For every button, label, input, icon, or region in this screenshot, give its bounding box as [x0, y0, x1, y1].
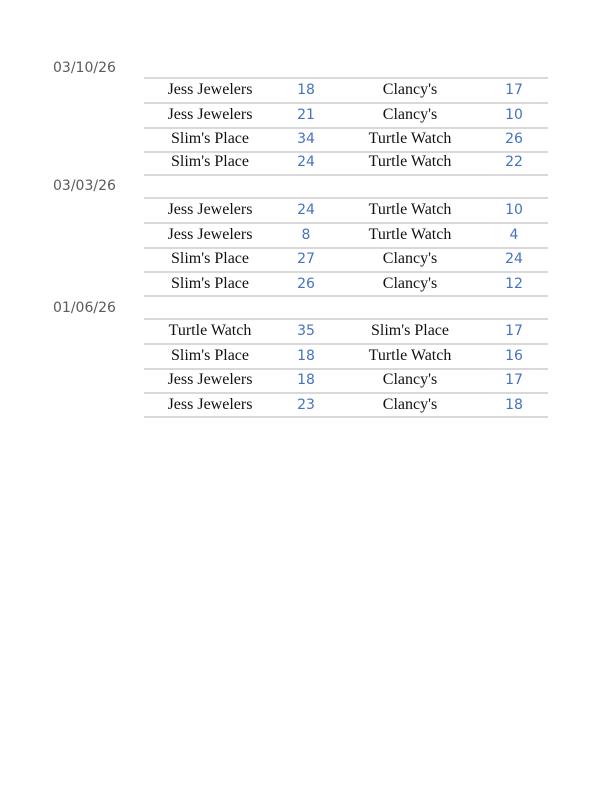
- home-team: Jess Jewelers: [167, 106, 253, 123]
- home-team: Slim's Place: [171, 153, 249, 170]
- game-row: [144, 393, 548, 417]
- away-team: Turtle Watch: [368, 201, 452, 218]
- home-score: 21: [297, 107, 315, 123]
- home-team: Jess Jewelers: [167, 81, 253, 98]
- home-team: Jess Jewelers: [167, 371, 253, 388]
- game-row: [144, 127, 548, 151]
- home-score: 18: [297, 348, 315, 364]
- game-row: [144, 368, 548, 392]
- home-team: Jess Jewelers: [167, 396, 253, 413]
- game-row: [144, 198, 548, 222]
- home-score: 35: [297, 323, 315, 339]
- game-row: [144, 103, 548, 127]
- away-team: Turtle Watch: [368, 130, 452, 147]
- away-team: Clancy's: [382, 371, 438, 388]
- home-team: Turtle Watch: [168, 322, 252, 339]
- away-score: 12: [505, 276, 523, 292]
- away-score: 24: [505, 251, 523, 267]
- away-team: Clancy's: [382, 106, 438, 123]
- game-row: [144, 319, 548, 343]
- away-score: 17: [505, 323, 523, 339]
- week-date: 03/03/26: [53, 178, 116, 194]
- home-team: Slim's Place: [171, 250, 249, 267]
- away-score: 10: [505, 107, 523, 123]
- away-score: 22: [505, 154, 523, 170]
- home-team: Slim's Place: [171, 347, 249, 364]
- row-separator: [144, 174, 548, 176]
- game-row: [144, 247, 548, 271]
- away-score: 16: [505, 348, 523, 364]
- away-team: Clancy's: [382, 275, 438, 292]
- away-team: Clancy's: [382, 250, 438, 267]
- home-score: 34: [297, 131, 315, 147]
- game-row: [144, 272, 548, 296]
- home-team: Jess Jewelers: [167, 201, 253, 218]
- away-team: Turtle Watch: [368, 226, 452, 243]
- away-score: 4: [509, 227, 519, 243]
- home-score: 18: [297, 372, 315, 388]
- home-team: Jess Jewelers: [167, 226, 253, 243]
- home-team: Slim's Place: [171, 275, 249, 292]
- week-date: 01/06/26: [53, 300, 116, 316]
- home-score: 18: [297, 82, 315, 98]
- away-score: 18: [505, 397, 523, 413]
- home-score: 26: [297, 276, 315, 292]
- away-team: Turtle Watch: [368, 153, 452, 170]
- away-score: 17: [505, 372, 523, 388]
- home-team: Slim's Place: [171, 130, 249, 147]
- row-separator: [144, 295, 548, 297]
- away-score: 10: [505, 202, 523, 218]
- game-row: [144, 78, 548, 102]
- away-score: 17: [505, 82, 523, 98]
- away-team: Clancy's: [382, 81, 438, 98]
- week-date: 03/10/26: [53, 60, 116, 76]
- game-row: [144, 223, 548, 247]
- game-row: [144, 344, 548, 368]
- home-score: 8: [301, 227, 311, 243]
- home-score: 24: [297, 154, 315, 170]
- game-row: [144, 150, 548, 174]
- away-team: Slim's Place: [371, 322, 449, 339]
- away-score: 26: [505, 131, 523, 147]
- away-team: Turtle Watch: [368, 347, 452, 364]
- home-score: 24: [297, 202, 315, 218]
- home-score: 27: [297, 251, 315, 267]
- row-separator: [144, 416, 548, 418]
- away-team: Clancy's: [382, 396, 438, 413]
- home-score: 23: [297, 397, 315, 413]
